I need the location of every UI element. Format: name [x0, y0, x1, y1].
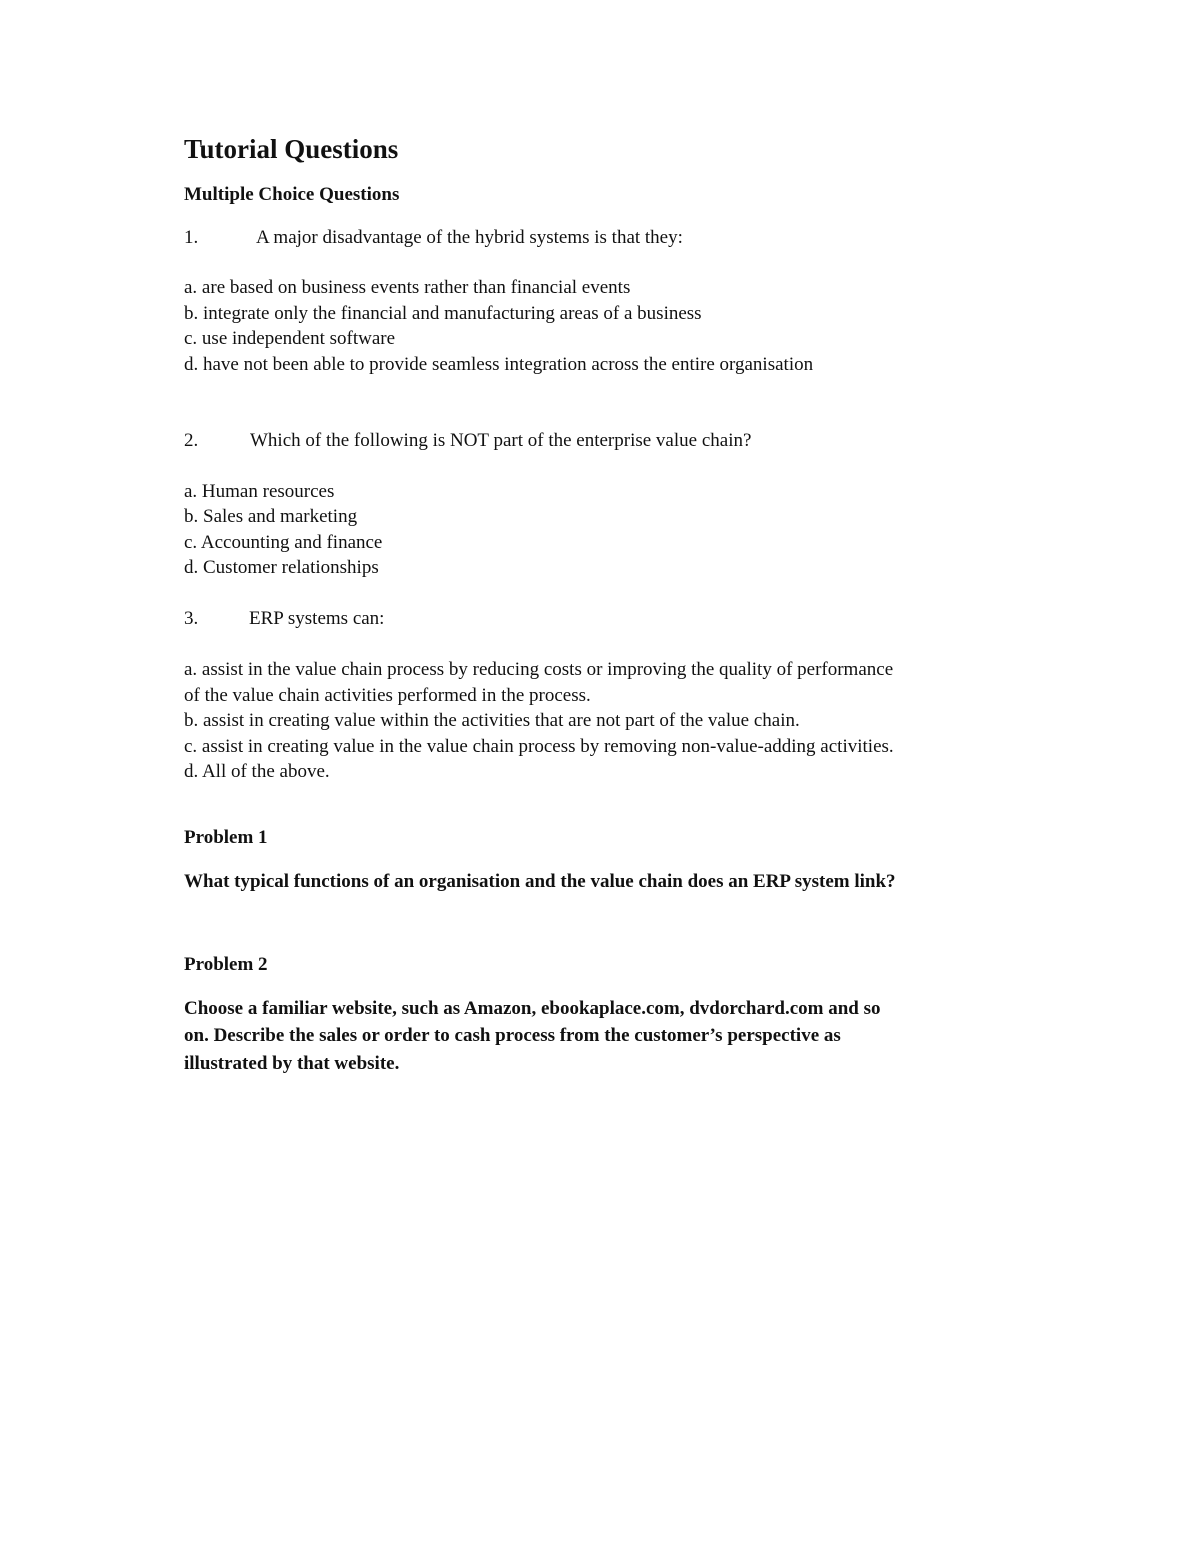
- question-text: A major disadvantage of the hybrid systems is that they:: [256, 227, 683, 248]
- answer-option: b. assist in creating value within the activities that are not part of the value chain.: [184, 710, 800, 731]
- answer-option: d. Customer relationships: [184, 557, 379, 578]
- answer-option: b. Sales and marketing: [184, 506, 358, 527]
- answer-option: c. Accounting and finance: [184, 532, 383, 553]
- problem-text: What typical functions of an organisation and the value chain does an ERP system link?: [184, 871, 896, 892]
- answer-option: a. assist in the value chain process by reducing costs or improving the quality of performance: [184, 659, 894, 680]
- question-number: 3.: [184, 608, 199, 629]
- problem-title: Problem 2: [184, 954, 268, 975]
- section-heading-multiple-choice: Multiple Choice Questions: [184, 184, 400, 205]
- answer-option: d. All of the above.: [184, 761, 330, 782]
- problem-title: Problem 1: [184, 827, 268, 848]
- question-number: 1.: [184, 227, 199, 248]
- question-text: Which of the following is NOT part of the enterprise value chain?: [250, 430, 752, 451]
- answer-option: c. use independent software: [184, 328, 396, 349]
- problem-text: Choose a familiar website, such as Amazon, ebookaplace.com, dvdorchard.com and so: [184, 998, 881, 1019]
- answer-option-continuation: of the value chain activities performed in the process.: [184, 685, 591, 706]
- problem-text: illustrated by that website.: [184, 1053, 400, 1074]
- answer-option: d. have not been able to provide seamless integration across the entire organisation: [184, 354, 814, 375]
- page-title: Tutorial Questions: [184, 134, 399, 164]
- answer-option: b. integrate only the financial and manufacturing areas of a business: [184, 303, 702, 324]
- question-text: ERP systems can:: [249, 608, 385, 629]
- question-number: 2.: [184, 430, 199, 451]
- answer-option: a. are based on business events rather than financial events: [184, 277, 631, 298]
- answer-option: c. assist in creating value in the value chain process by removing non-value-adding activities.: [184, 736, 894, 757]
- answer-option: a. Human resources: [184, 481, 335, 502]
- problem-text: on. Describe the sales or order to cash process from the customer’s perspective as: [184, 1025, 841, 1046]
